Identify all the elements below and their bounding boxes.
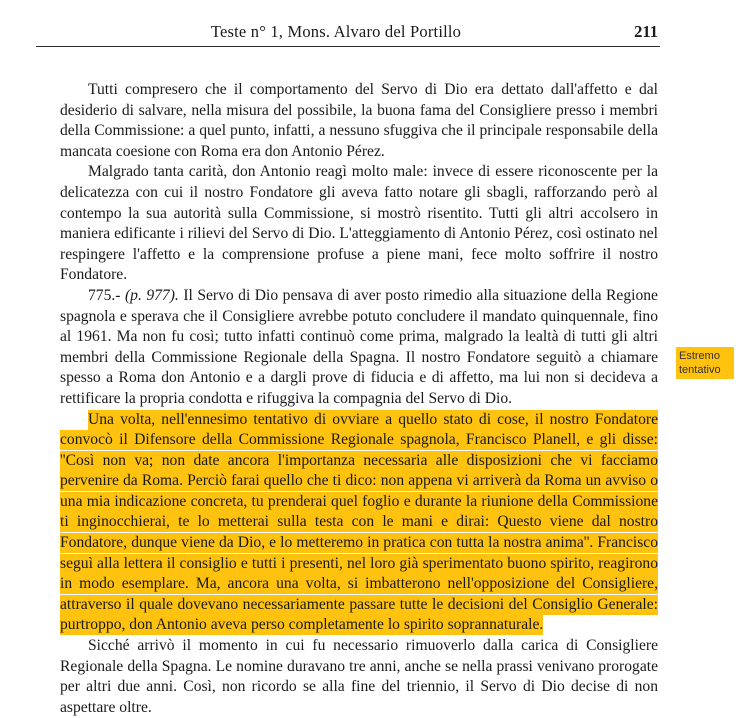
- running-header: [36, 20, 660, 47]
- page-reference: (p. 977).: [124, 286, 179, 304]
- document-body: [60, 80, 658, 718]
- paragraph-775: [60, 286, 658, 410]
- paragraph-2: Malgrado tanta carità, don Antonio reagì molto male: invece di essere riconoscente per la delicatezza con cui il nostro Fondatore gli aveva fatto notare gli sbagli, rafforzando però al contempo la sua autorità sulla Commissione, si mostrò risentito. Tutti gli altri accolsero in maniera edificante i rilievi del Servo di Dio. L'atteggiamento di Antonio Pérez, così ostinato nel respingere l'affetto e la comprensione profuse a piene mani, fece molto soffrire il nostro Fondatore.: [60, 163, 658, 284]
- running-title: Teste n° 1, Mons. Alvaro del Portillo: [210, 22, 462, 41]
- highlighted-passage[interactable]: Una volta, nell'ennesimo tentativo di ovviare a quello stato di cose, il nostro Fondatore convocò il Difensore della Commissione Regionale spagnola, Francisco Planell, e gli disse: ''Così non va; non date ancora l'importanza necessaria alle disposizioni che vi facciamo pervenire da Roma. Perciò farai quello che ti dico: non appena vi arriverà da Roma un avviso o una mia indicazione concreta, tu prenderai quel foglio e durante la riunione della Commissione ti inginocchierai, te lo metterai sulla testa con le mani e dirai: Questo viene dal nostro Fondatore, dunque viene da Dio, e lo metteremo in pratica con tutta la nostra anima''. Francisco seguì alla lettera il consiglio e tutti i presenti, nel loro già sperimentato buono spirito, reagirono in modo esemplare. Ma, ancora una volta, si imbatterono nell'opposizione del Consigliere, attraverso il quale dovevano necessariamente passare tutte le decisioni del Consiglio Generale: purtroppo, don Antonio aveva perso completamente lo spirito soprannaturale.: [60, 410, 658, 634]
- paragraph-5: Sicché arrivò il momento in cui fu necessario rimuoverlo dalla carica di Consigliere Regionale della Spagna. Le nomine duravano tre anni, anche se nella prassi venivano prorogate per altri due anni. Così, non ricordo se alla fine del triennio, il Servo di Dio decise di non aspettare oltre.: [60, 637, 658, 716]
- paragraph-highlighted[interactable]: [60, 410, 658, 637]
- paragraph-number: 775.-: [88, 286, 121, 304]
- paragraph-1: Tutti compresero che il comportamento del Servo di Dio era dettato dall'affetto e dal desiderio di salvare, nella misura del possibile, la buona fama del Consigliere presso i membri della Commissione: a quel punto, infatti, a nessuno sfuggiva che il principale responsabile della mancata coesione con Roma era don Antonio Pérez.: [60, 81, 658, 160]
- margin-annotation[interactable]: Estremo tentativo: [676, 347, 734, 379]
- paragraph-775-text: Il Servo di Dio pensava di aver posto rimedio alla situazione della Regione spagnola e sperava che il Consigliere avrebbe potuto concludere il mandato quinquennale, fino al 1961. Ma non fu così; tutto infatti continuò come prima, malgrado la lealtà di tutti gli altri membri della Commissione Regionale della Spagna. Il nostro Fondatore seguitò a chiamare spesso a Roma don Antonio e a dargli prove di fiducia e di affetto, ma lui non si decideva a rettificare la propria condotta e rifuggiva la compagnia del Servo di Dio.: [60, 286, 658, 407]
- page-number: 211: [634, 22, 658, 41]
